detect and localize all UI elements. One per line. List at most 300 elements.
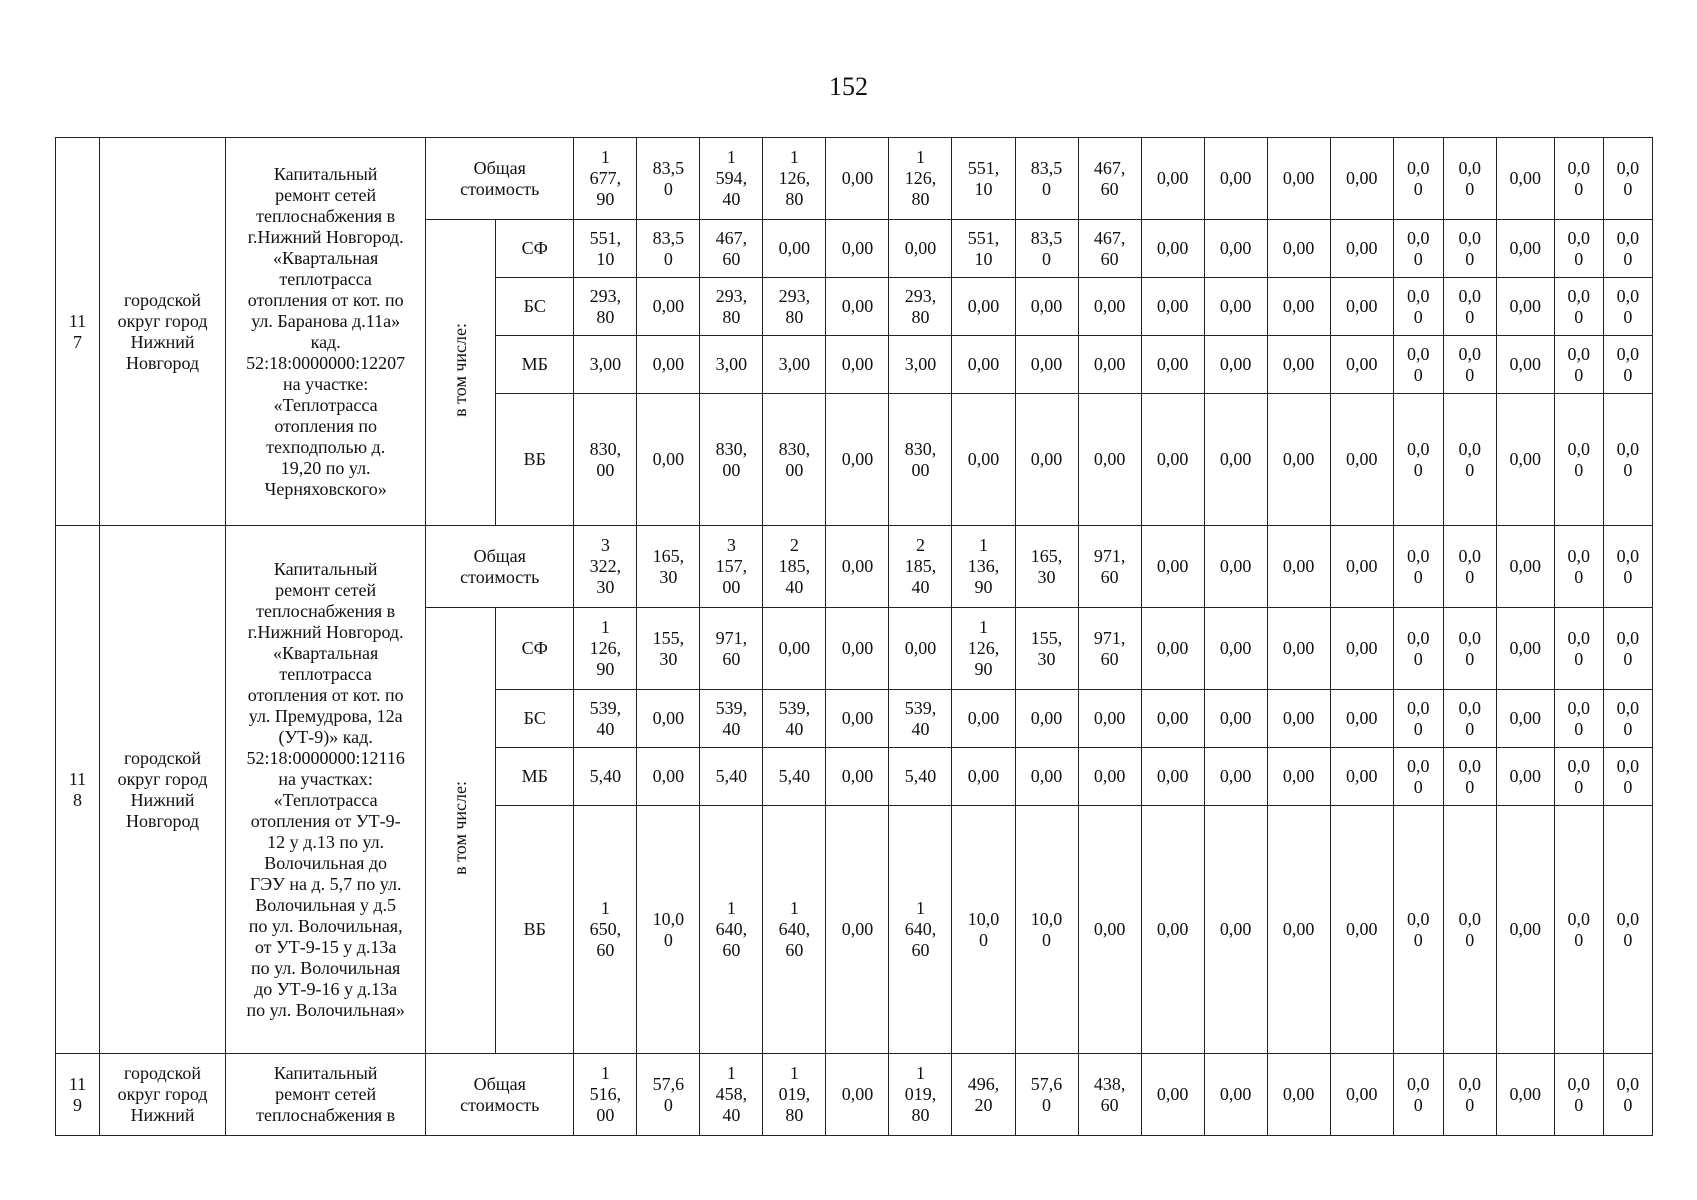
value-cell-text: 0,00 (1030, 449, 1063, 469)
value-cell (637, 526, 700, 608)
value-cell (1015, 608, 1078, 690)
value-cell-text: 0,0 0 (1616, 697, 1640, 739)
value-cell (1330, 336, 1393, 394)
value-cell-text: 0,00 (1282, 168, 1315, 188)
value-cell (1204, 748, 1267, 806)
value-cell (826, 1054, 889, 1136)
value-cell-text: 0,00 (1093, 766, 1126, 786)
value-cell-text: 539, 40 (778, 697, 811, 739)
value-cell-text: 5,40 (904, 766, 937, 786)
value-cell-text: 0,0 0 (1406, 227, 1430, 269)
value-cell-text: 438, 60 (1093, 1073, 1126, 1115)
value-cell (1015, 690, 1078, 748)
value-cell-text: 1 126, 80 (904, 147, 937, 209)
value-cell-text: 467, 60 (715, 227, 748, 269)
value-cell (1078, 608, 1141, 690)
value-cell-text: 1 126, 90 (967, 617, 1000, 679)
value-cell (1015, 138, 1078, 220)
value-cell (1204, 608, 1267, 690)
value-cell-text: 0,00 (1219, 638, 1252, 658)
value-cell-text: 0,00 (652, 766, 685, 786)
value-cell-text: 0,00 (841, 168, 874, 188)
municipality-cell (100, 526, 226, 1054)
value-cell-text: 0,00 (1156, 638, 1189, 658)
value-cell-text: 0,00 (1219, 354, 1252, 374)
value-cell (574, 336, 637, 394)
value-cell (1443, 1054, 1496, 1136)
municipality-cell-text: городской округ город Нижний Новгород (117, 289, 208, 373)
value-cell-text: 1 640, 60 (715, 898, 748, 960)
description-cell-text: Капитальный ремонт сетей теплоснабжения в г.Нижний Новгород. «Квартальная теплотрасса отопления от кот. по ул. Премудрова, 12а (УТ-9)» кад. 52:18:0000000:12116 на участках: «Теплотрасса отопления от УТ-9- 12 у д.13 по ул. Волочильная до ГЭУ на д. 5,7 по ул. Волочильная у д.5 по ул. Волочильная, от УТ-9-15 у д.13а по ул. Волочильная до УТ-9-16 у д.13а по ул. Волочильная» (246, 558, 405, 1020)
row-number-text: 11 8 (68, 768, 87, 810)
value-cell (1603, 748, 1652, 806)
value-cell-text: 0,0 0 (1616, 545, 1640, 587)
value-cell (952, 608, 1015, 690)
value-cell (1496, 526, 1554, 608)
value-cell-text: 0,00 (1156, 354, 1189, 374)
value-cell (826, 608, 889, 690)
value-cell-text: 0,00 (1282, 708, 1315, 728)
value-cell (826, 220, 889, 278)
value-cell-text: 0,0 0 (1458, 755, 1481, 797)
value-cell (763, 806, 826, 1054)
value-cell (1393, 394, 1443, 526)
value-cell-text: 3 157, 00 (715, 535, 748, 597)
value-cell-text: 0,00 (1156, 238, 1189, 258)
value-cell (1603, 526, 1652, 608)
total-cost-label-text: Общая стоимость (460, 157, 540, 199)
value-cell (763, 526, 826, 608)
value-cell-text: 10,0 0 (652, 908, 685, 950)
value-cell-text: 971, 60 (1093, 545, 1126, 587)
value-cell (1015, 806, 1078, 1054)
value-cell-text: 0,00 (1030, 354, 1063, 374)
total-cost-label (426, 526, 574, 608)
value-cell (1393, 1054, 1443, 1136)
value-cell (1204, 278, 1267, 336)
value-cell-text: 1 640, 60 (778, 898, 811, 960)
value-cell-text: 0,0 0 (1458, 908, 1481, 950)
value-cell-text: 0,00 (1345, 296, 1378, 316)
value-cell-text: 0,00 (1282, 919, 1315, 939)
funding-source-code (496, 220, 574, 278)
value-cell (763, 690, 826, 748)
value-cell-text: 0,00 (652, 296, 685, 316)
value-cell (1267, 1054, 1330, 1136)
value-cell-text: 10,0 0 (1030, 908, 1063, 950)
value-cell (1330, 526, 1393, 608)
value-cell (763, 336, 826, 394)
value-cell-text: 0,00 (1093, 919, 1126, 939)
value-cell (1330, 690, 1393, 748)
value-cell (1330, 748, 1393, 806)
row-number (56, 526, 100, 1054)
value-cell (1554, 806, 1603, 1054)
value-cell (1267, 690, 1330, 748)
municipality-cell (100, 1054, 226, 1136)
funding-source-code-text: ВБ (523, 919, 546, 939)
value-cell-text: 0,0 0 (1567, 908, 1591, 950)
value-cell-text: 0,00 (1219, 766, 1252, 786)
value-cell-text: 0,0 0 (1616, 627, 1640, 669)
funding-source-code (496, 336, 574, 394)
value-cell-text: 0,00 (1345, 168, 1378, 188)
including-label-text: в том числе: (450, 323, 471, 417)
value-cell (1554, 748, 1603, 806)
value-cell-text: 293, 80 (715, 285, 748, 327)
value-cell-text: 3,00 (715, 354, 748, 374)
value-cell-text: 830, 00 (589, 438, 622, 480)
value-cell-text: 0,0 0 (1406, 908, 1430, 950)
value-cell (1443, 526, 1496, 608)
value-cell-text: 0,0 0 (1406, 697, 1430, 739)
funding-source-code (496, 690, 574, 748)
value-cell (1330, 806, 1393, 1054)
value-cell-text: 0,00 (1219, 168, 1252, 188)
value-cell-text: 0,0 0 (1458, 343, 1481, 385)
value-cell (1496, 806, 1554, 1054)
value-cell-text: 1 136, 90 (967, 535, 1000, 597)
value-cell-text: 0,00 (1509, 168, 1542, 188)
value-cell-text: 5,40 (589, 766, 622, 786)
funding-source-code-text: БС (523, 296, 546, 316)
value-cell (1393, 220, 1443, 278)
value-cell (700, 220, 763, 278)
value-cell-text: 1 594, 40 (715, 147, 748, 209)
value-cell-text: 467, 60 (1093, 157, 1126, 199)
value-cell (1015, 1054, 1078, 1136)
value-cell (1393, 690, 1443, 748)
value-cell-text: 0,00 (841, 1084, 874, 1104)
value-cell-text: 971, 60 (1093, 627, 1126, 669)
value-cell-text: 0,00 (841, 766, 874, 786)
value-cell-text: 0,00 (1156, 168, 1189, 188)
value-cell-text: 0,00 (1219, 708, 1252, 728)
value-cell (1141, 220, 1204, 278)
value-cell-text: 0,0 0 (1458, 285, 1481, 327)
value-cell (700, 608, 763, 690)
value-cell-text: 0,00 (1509, 1084, 1542, 1104)
value-cell (1078, 138, 1141, 220)
row-number-text: 11 9 (68, 1073, 87, 1115)
value-cell-text: 467, 60 (1093, 227, 1126, 269)
value-cell (1554, 336, 1603, 394)
value-cell (763, 394, 826, 526)
value-cell-text: 0,0 0 (1567, 438, 1591, 480)
value-cell-text: 0,0 0 (1616, 755, 1640, 797)
value-cell-text: 0,0 0 (1567, 285, 1591, 327)
value-cell (763, 138, 826, 220)
value-cell (637, 1054, 700, 1136)
value-cell-text: 0,00 (841, 238, 874, 258)
value-cell-text: 0,00 (967, 766, 1000, 786)
value-cell-text: 496, 20 (967, 1073, 1000, 1115)
value-cell (1078, 526, 1141, 608)
value-cell (952, 220, 1015, 278)
description-cell-text: Капитальный ремонт сетей теплоснабжения в г.Нижний Новгород. «Квартальная теплотрасса отопления от кот. по ул. Баранова д.11а» кад. 52:18:0000000:12207 на участке: «Теплотрасса отопления по техподполью д. 19,20 по ул. Черняховского» (246, 163, 406, 499)
value-cell-text: 0,00 (841, 296, 874, 316)
value-cell-text: 57,6 0 (652, 1073, 685, 1115)
value-cell-text: 0,00 (1345, 354, 1378, 374)
value-cell-text: 0,00 (1156, 1084, 1189, 1104)
value-cell-text: 83,5 0 (652, 227, 685, 269)
value-cell (1603, 806, 1652, 1054)
value-cell-text: 0,00 (1219, 449, 1252, 469)
value-cell (1141, 336, 1204, 394)
value-cell (1078, 220, 1141, 278)
municipality-cell-text: городской округ город Нижний Новгород (117, 747, 208, 831)
value-cell (763, 748, 826, 806)
value-cell (637, 748, 700, 806)
value-cell (700, 748, 763, 806)
value-cell-text: 0,00 (778, 638, 811, 658)
value-cell-text: 3,00 (904, 354, 937, 374)
value-cell-text: 0,0 0 (1406, 343, 1430, 385)
budget-table (55, 137, 1653, 1136)
value-cell (574, 138, 637, 220)
row-number (56, 1054, 100, 1136)
value-cell-text: 0,0 0 (1616, 438, 1640, 480)
value-cell-text: 0,00 (1156, 449, 1189, 469)
value-cell (1267, 748, 1330, 806)
value-cell-text: 0,00 (841, 354, 874, 374)
funding-source-code (496, 608, 574, 690)
value-cell (1393, 526, 1443, 608)
value-cell-text: 0,0 0 (1458, 697, 1481, 739)
value-cell-text: 0,00 (652, 449, 685, 469)
value-cell (1078, 1054, 1141, 1136)
value-cell-text: 0,0 0 (1567, 157, 1591, 199)
value-cell-text: 83,5 0 (1030, 157, 1063, 199)
value-cell (1078, 336, 1141, 394)
value-cell (574, 690, 637, 748)
value-cell-text: 1 650, 60 (589, 898, 622, 960)
value-cell (1443, 394, 1496, 526)
value-cell-text: 0,00 (1219, 919, 1252, 939)
value-cell-text: 0,00 (1030, 708, 1063, 728)
value-cell (826, 336, 889, 394)
description-cell (226, 1054, 426, 1136)
including-label (426, 608, 496, 1054)
value-cell (1603, 394, 1652, 526)
value-cell-text: 0,0 0 (1616, 908, 1640, 950)
value-cell (1078, 394, 1141, 526)
funding-source-code-text: ВБ (523, 449, 546, 469)
value-cell (1496, 1054, 1554, 1136)
value-cell (889, 336, 952, 394)
value-cell (1393, 138, 1443, 220)
value-cell (574, 394, 637, 526)
value-cell-text: 0,00 (967, 354, 1000, 374)
value-cell (1496, 336, 1554, 394)
value-cell-text: 57,6 0 (1030, 1073, 1063, 1115)
value-cell-text: 293, 80 (904, 285, 937, 327)
value-cell (1554, 220, 1603, 278)
value-cell (763, 220, 826, 278)
value-cell (826, 394, 889, 526)
value-cell (763, 278, 826, 336)
value-cell-text: 155, 30 (1030, 627, 1063, 669)
value-cell (1496, 394, 1554, 526)
value-cell (1443, 138, 1496, 220)
total-cost-label (426, 1054, 574, 1136)
value-cell (1141, 748, 1204, 806)
table-row (56, 526, 1653, 608)
value-cell-text: 5,40 (715, 766, 748, 786)
value-cell (826, 278, 889, 336)
value-cell-text: 0,0 0 (1567, 1073, 1591, 1115)
value-cell-text: 0,0 0 (1406, 627, 1430, 669)
value-cell (1330, 220, 1393, 278)
value-cell-text: 830, 00 (715, 438, 748, 480)
value-cell-text: 83,5 0 (1030, 227, 1063, 269)
value-cell-text: 0,0 0 (1406, 285, 1430, 327)
total-cost-label-text: Общая стоимость (460, 1073, 540, 1115)
value-cell-text: 0,0 0 (1616, 343, 1640, 385)
value-cell (700, 278, 763, 336)
value-cell (700, 336, 763, 394)
value-cell (637, 220, 700, 278)
value-cell-text: 0,00 (1509, 638, 1542, 658)
value-cell-text: 0,00 (1156, 556, 1189, 576)
value-cell-text: 0,00 (1345, 766, 1378, 786)
value-cell (889, 608, 952, 690)
value-cell (1330, 608, 1393, 690)
value-cell-text: 0,00 (1156, 766, 1189, 786)
value-cell (889, 220, 952, 278)
value-cell (826, 748, 889, 806)
value-cell-text: 293, 80 (589, 285, 622, 327)
value-cell-text: 3,00 (778, 354, 811, 374)
value-cell (1330, 138, 1393, 220)
value-cell (1603, 278, 1652, 336)
value-cell-text: 5,40 (778, 766, 811, 786)
value-cell-text: 0,00 (1219, 296, 1252, 316)
value-cell (1443, 608, 1496, 690)
funding-source-code (496, 394, 574, 526)
description-cell-text: Капитальный ремонт сетей теплоснабжения в (256, 1063, 396, 1125)
value-cell (952, 748, 1015, 806)
value-cell-text: 0,00 (1282, 354, 1315, 374)
value-cell (1141, 394, 1204, 526)
value-cell-text: 0,0 0 (1406, 157, 1430, 199)
value-cell (1443, 748, 1496, 806)
value-cell (1443, 806, 1496, 1054)
value-cell (637, 394, 700, 526)
value-cell (700, 1054, 763, 1136)
value-cell-text: 539, 40 (904, 697, 937, 739)
value-cell (889, 1054, 952, 1136)
value-cell (1267, 278, 1330, 336)
value-cell-text: 0,00 (904, 638, 937, 658)
value-cell-text: 1 640, 60 (904, 898, 937, 960)
value-cell-text: 3 322, 30 (589, 535, 622, 597)
value-cell (637, 690, 700, 748)
value-cell-text: 0,00 (1345, 238, 1378, 258)
value-cell (700, 690, 763, 748)
value-cell-text: 0,0 0 (1567, 227, 1591, 269)
value-cell-text: 0,0 0 (1458, 627, 1481, 669)
value-cell (1267, 394, 1330, 526)
value-cell (574, 608, 637, 690)
row-number-text: 11 7 (68, 310, 87, 352)
value-cell-text: 0,00 (1509, 766, 1542, 786)
value-cell-text: 0,00 (1345, 919, 1378, 939)
value-cell (700, 394, 763, 526)
value-cell-text: 0,0 0 (1406, 545, 1430, 587)
value-cell-text: 165, 30 (1030, 545, 1063, 587)
funding-source-code-text: МБ (521, 766, 548, 786)
value-cell (1078, 278, 1141, 336)
value-cell (1330, 394, 1393, 526)
value-cell (1393, 608, 1443, 690)
value-cell (1554, 138, 1603, 220)
value-cell (574, 806, 637, 1054)
value-cell (637, 806, 700, 1054)
value-cell-text: 0,00 (967, 449, 1000, 469)
page-number: 152 (829, 72, 868, 101)
total-cost-label-text: Общая стоимость (460, 545, 540, 587)
including-label-text: в том числе: (450, 781, 471, 875)
value-cell (1015, 336, 1078, 394)
value-cell-text: 830, 00 (778, 438, 811, 480)
value-cell-text: 165, 30 (652, 545, 685, 587)
value-cell (1141, 278, 1204, 336)
value-cell (1078, 690, 1141, 748)
value-cell-text: 0,0 0 (1458, 157, 1481, 199)
value-cell (637, 608, 700, 690)
value-cell (1554, 394, 1603, 526)
value-cell (1141, 526, 1204, 608)
value-cell-text: 0,00 (1156, 708, 1189, 728)
value-cell (1554, 608, 1603, 690)
value-cell (763, 608, 826, 690)
funding-source-code-text: СФ (521, 238, 548, 258)
value-cell-text: 0,0 0 (1567, 627, 1591, 669)
value-cell (1204, 1054, 1267, 1136)
value-cell (1603, 608, 1652, 690)
value-cell-text: 0,00 (1345, 1084, 1378, 1104)
value-cell (1267, 526, 1330, 608)
value-cell-text: 830, 00 (904, 438, 937, 480)
funding-source-code (496, 748, 574, 806)
value-cell (1554, 526, 1603, 608)
value-cell-text: 2 185, 40 (778, 535, 811, 597)
value-cell (1204, 394, 1267, 526)
value-cell (1496, 748, 1554, 806)
value-cell-text: 0,00 (778, 238, 811, 258)
value-cell (1393, 336, 1443, 394)
value-cell-text: 0,00 (1282, 1084, 1315, 1104)
value-cell (826, 526, 889, 608)
value-cell-text: 0,00 (1345, 708, 1378, 728)
value-cell-text: 0,00 (1282, 296, 1315, 316)
value-cell (700, 526, 763, 608)
value-cell (1554, 690, 1603, 748)
value-cell-text: 0,00 (1282, 556, 1315, 576)
value-cell (1204, 806, 1267, 1054)
value-cell (1141, 138, 1204, 220)
value-cell-text: 1 019, 80 (778, 1063, 811, 1125)
value-cell (1496, 220, 1554, 278)
value-cell (826, 138, 889, 220)
value-cell (574, 748, 637, 806)
value-cell (889, 526, 952, 608)
value-cell-text: 83,5 0 (652, 157, 685, 199)
value-cell (574, 220, 637, 278)
value-cell-text: 0,00 (1509, 238, 1542, 258)
value-cell-text: 0,0 0 (1458, 545, 1481, 587)
